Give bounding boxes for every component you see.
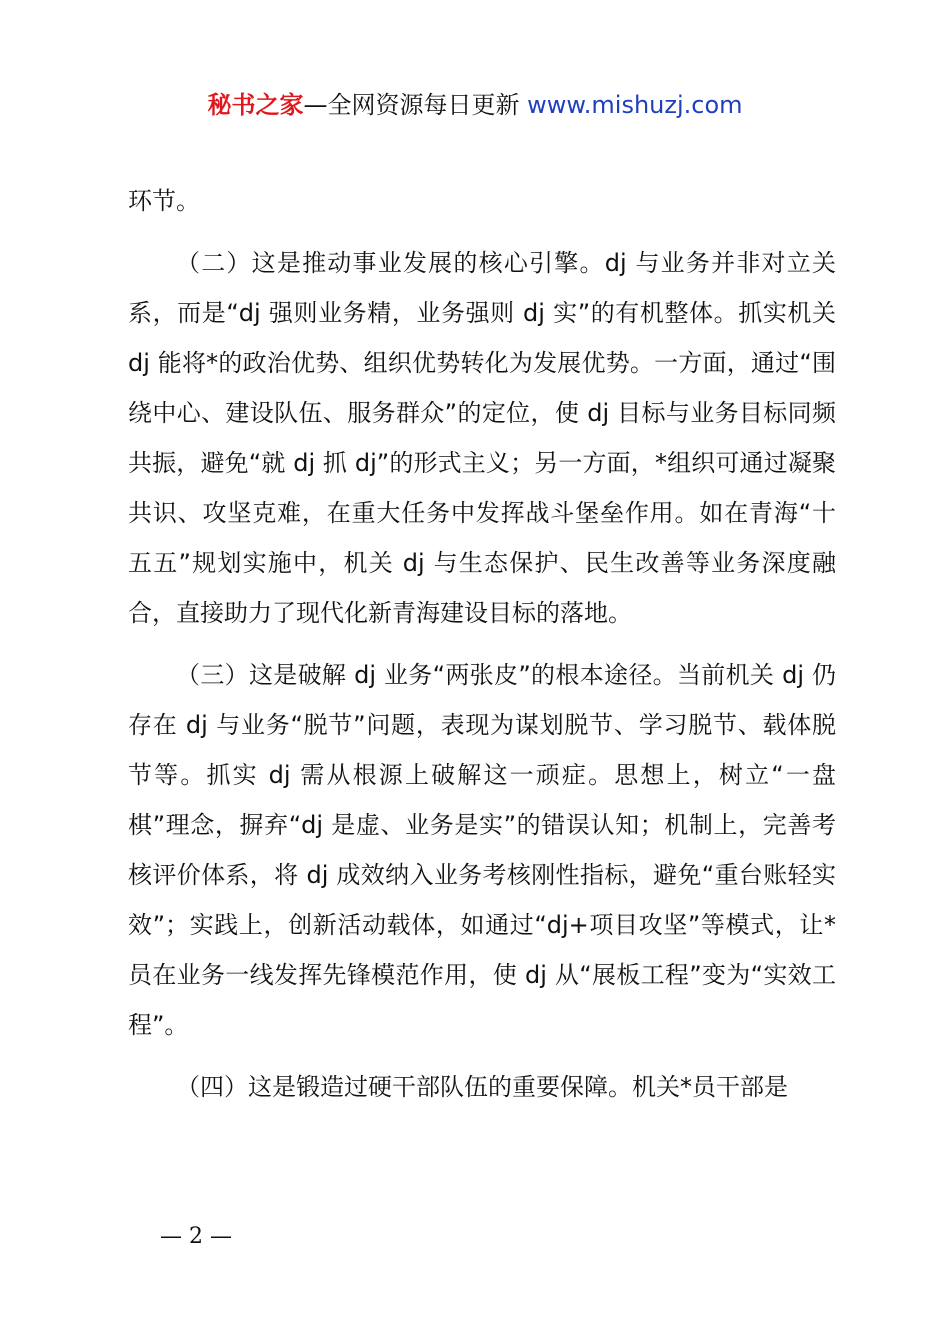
paragraph-section-4: （四）这是锻造过硬干部队伍的重要保障。机关*员干部是 [176, 1073, 788, 1101]
document-body [128, 176, 836, 1112]
site-brand: 秘书之家 [207, 91, 304, 119]
paragraph-continuation: 环节。 [128, 187, 200, 215]
site-tagline: —全网资源每日更新 [303, 91, 528, 119]
paragraph-section-3: （三）这是破解 dj 业务“两张皮”的根本途径。当前机关 dj 仍存在 dj 与业务“脱节”问题，表现为谋划脱节、学习脱节、载体脱节等。抓实 dj 需从根源上破解这一顽症。思想上，树立“一盘棋”理念，摒弃“dj 是虚、业务是实”的错误认知；机制上，完善考核评价体系，将 dj 成效纳入业务考核刚性指标，避免“重台账轻实效”；实践上，创新活动载体，如通过“dj+项目攻坚”等模式，让*员在业务一线发挥先锋模范作用，使 dj 从“展板工程”变为“实效工程”。 [128, 661, 836, 1039]
page-number: — 2 — [160, 1224, 232, 1249]
paragraph-section-2: （二）这是推动事业发展的核心引擎。dj 与业务并非对立关系，而是“dj 强则业务精，业务强则 dj 实”的有机整体。抓实机关 dj 能将*的政治优势、组织优势转化为发展优势。一方面，通过“围绕中心、建设队伍、服务群众”的定位，使 dj 目标与业务目标同频共振，避免“就 dj 抓 dj”的形式主义；另一方面，*组织可通过凝聚共识、攻坚克难，在重大任务中发挥战斗堡垒作用。如在青海“十五五”规划实施中，机关 dj 与生态保护、民生改善等业务深度融合，直接助力了现代化新青海建设目标的落地。 [128, 249, 836, 627]
site-header [0, 88, 950, 122]
site-url-link[interactable]: www.mishuzj.com [527, 91, 743, 119]
